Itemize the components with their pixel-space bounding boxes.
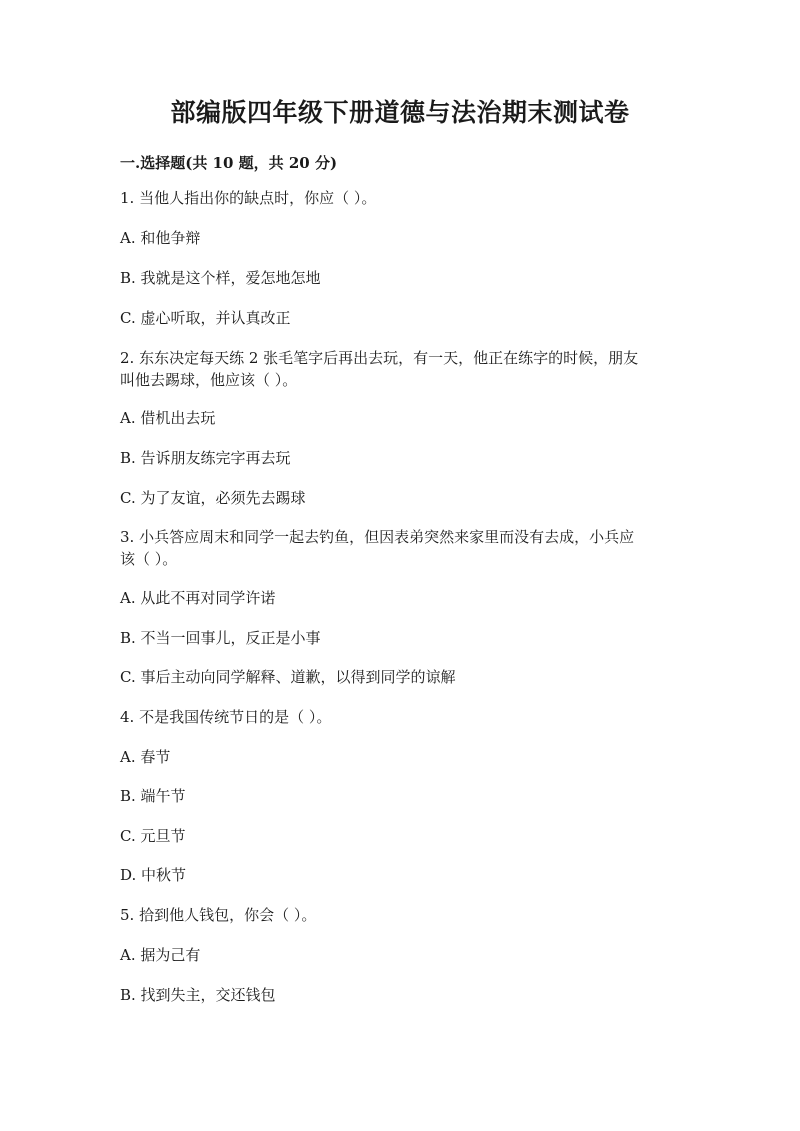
page-title: 部编版四年级下册道德与法治期末测试卷 <box>170 98 630 127</box>
question-4-stem: 4. 不是我国传统节日的是（ ）。 <box>120 708 332 726</box>
question-3-option-b: B. 不当一回事儿，反正是小事 <box>120 629 321 647</box>
question-3-option-a: A. 从此不再对同学许诺 <box>120 589 276 607</box>
question-4-option-c: C. 元旦节 <box>120 827 186 845</box>
question-2-stem-line-2: 叫他去踢球，他应该（ ）。 <box>120 371 298 389</box>
question-1-option-b: B. 我就是这个样，爱怎地怎地 <box>120 269 321 287</box>
question-4-option-a: A. 春节 <box>120 748 171 766</box>
question-3-stem-line-2: 该（ ）。 <box>120 550 178 568</box>
question-2-option-c: C. 为了友谊，必须先去踢球 <box>120 489 306 507</box>
question-2-stem-line-1: 2. 东东决定每天练 2 张毛笔字后再出去玩，有一天，他正在练字的时候，朋友 <box>120 349 639 367</box>
question-2-option-a: A. 借机出去玩 <box>120 409 216 427</box>
question-3-option-c: C. 事后主动向同学解释、道歉，以得到同学的谅解 <box>120 668 456 686</box>
question-2-option-b: B. 告诉朋友练完字再去玩 <box>120 449 291 467</box>
question-4-option-b: B. 端午节 <box>120 787 186 805</box>
question-1-stem: 1. 当他人指出你的缺点时，你应（ ）。 <box>120 189 377 207</box>
question-5-stem: 5. 拾到他人钱包，你会（ ）。 <box>120 906 317 924</box>
question-5-option-a: A. 据为己有 <box>120 946 201 964</box>
question-1-option-c: C. 虚心听取，并认真改正 <box>120 309 291 327</box>
section-heading: 一.选择题(共 10 题，共 20 分) <box>120 154 338 172</box>
question-3-stem-line-1: 3. 小兵答应周末和同学一起去钓鱼，但因表弟突然来家里而没有去成，小兵应 <box>120 528 635 546</box>
question-4-option-d: D. 中秋节 <box>120 866 187 884</box>
question-5-option-b: B. 找到失主，交还钱包 <box>120 986 276 1004</box>
question-1-option-a: A. 和他争辩 <box>120 229 201 247</box>
